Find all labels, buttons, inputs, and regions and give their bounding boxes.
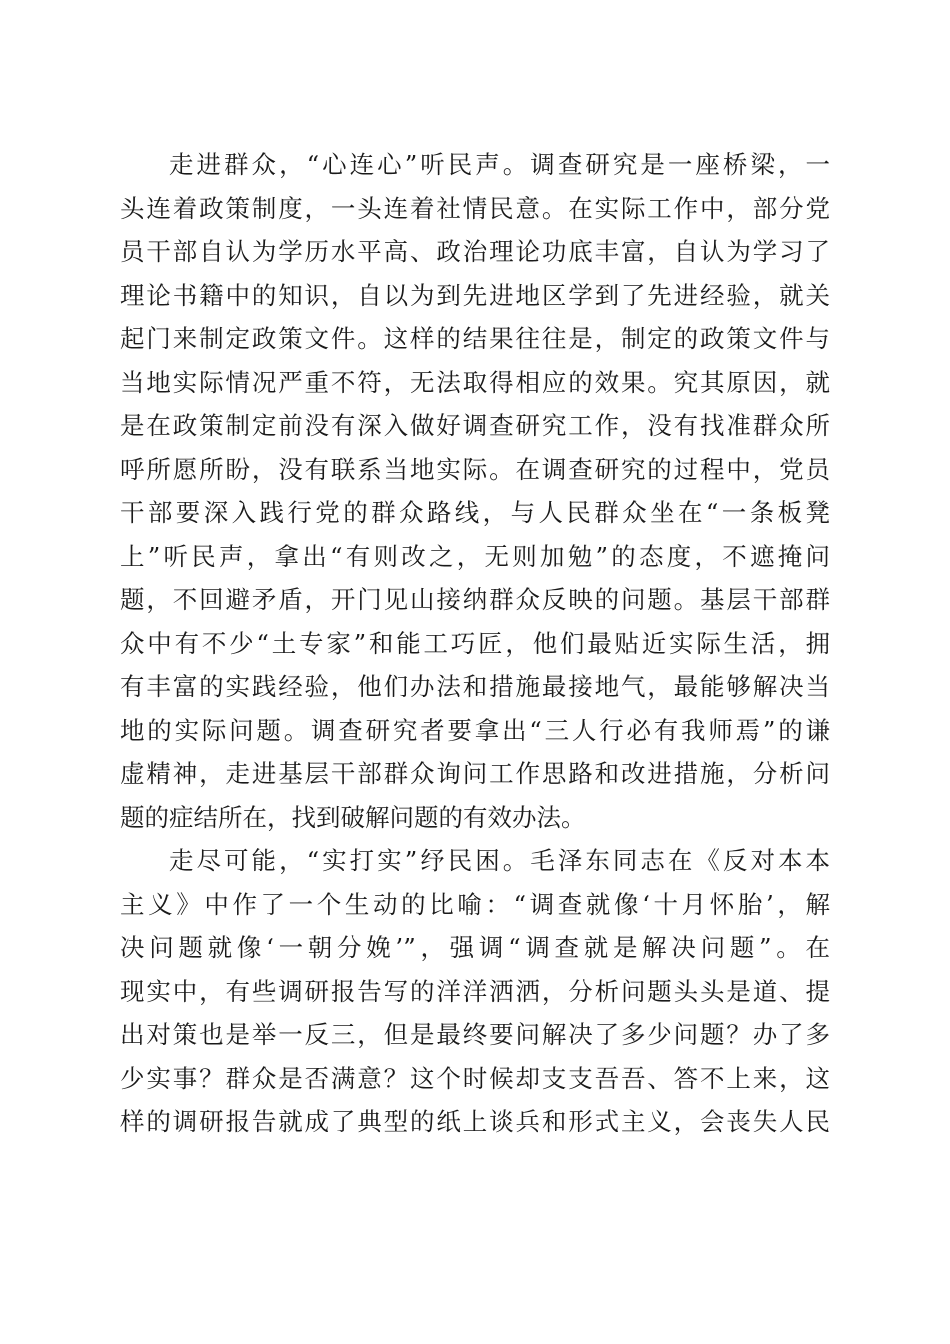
text-line: 决问题就像‘一朝分娩’”，强调“调查就是解决问题”。在	[120, 933, 830, 962]
text-line: 走尽可能，“实打实”纾民困。毛泽东同志在《反对本本	[169, 846, 830, 875]
paragraph-2	[120, 839, 830, 1144]
text-line: 员干部自认为学历水平高、政治理论功底丰富，自认为学习了	[120, 237, 830, 266]
text-line: 上”听民声，拿出“有则改之，无则加勉”的态度，不遮掩问	[120, 541, 830, 571]
paragraph-1	[120, 143, 830, 839]
text-line: 样的调研报告就成了典型的纸上谈兵和形式主义，会丧失人民	[120, 1107, 830, 1136]
text-line: 走进群众，“心连心”听民声。调查研究是一座桥梁，一	[169, 150, 830, 179]
text-line: 地的实际问题。调查研究者要拿出“三人行必有我师焉”的谦	[120, 715, 830, 745]
text-line: 呼所愿所盼，没有联系当地实际。在调查研究的过程中，党员	[120, 454, 830, 484]
text-line: 题，不回避矛盾，开门见山接纳群众反映的问题。基层干部群	[120, 585, 830, 614]
text-line: 众中有不少“土专家”和能工巧匠，他们最贴近实际生活，拥	[120, 628, 830, 658]
text-line: 有丰富的实践经验，他们办法和措施最接地气，最能够解决当	[120, 672, 830, 701]
text-line: 虚精神，走进基层干部群众询问工作思路和改进措施，分析问	[120, 759, 830, 788]
text-line: 出对策也是举一反三，但是最终要问解决了多少问题？办了多	[120, 1020, 830, 1049]
document-body	[120, 143, 830, 1144]
text-line: 当地实际情况严重不符，无法取得相应的效果。究其原因，就	[120, 367, 830, 397]
text-line: 起门来制定政策文件。这样的结果往往是，制定的政策文件与	[120, 324, 830, 353]
text-line: 干部要深入践行党的群众路线，与人民群众坐在“一条板凳	[120, 498, 830, 527]
text-line: 主义》中作了一个生动的比喻：“调查就像‘十月怀胎’，解	[120, 889, 830, 919]
text-line: 少实事？群众是否满意？这个时候却支支吾吾、答不上来，这	[120, 1063, 830, 1093]
text-line: 理论书籍中的知识，自以为到先进地区学到了先进经验，就关	[120, 280, 830, 310]
text-line: 题的症结所在，找到破解问题的有效办法。	[120, 802, 586, 832]
text-line: 头连着政策制度，一头连着社情民意。在实际工作中，部分党	[120, 193, 830, 223]
text-line: 现实中，有些调研报告写的洋洋洒洒，分析问题头头是道、提	[120, 976, 830, 1006]
text-line: 是在政策制定前没有深入做好调查研究工作，没有找准群众所	[120, 411, 830, 440]
